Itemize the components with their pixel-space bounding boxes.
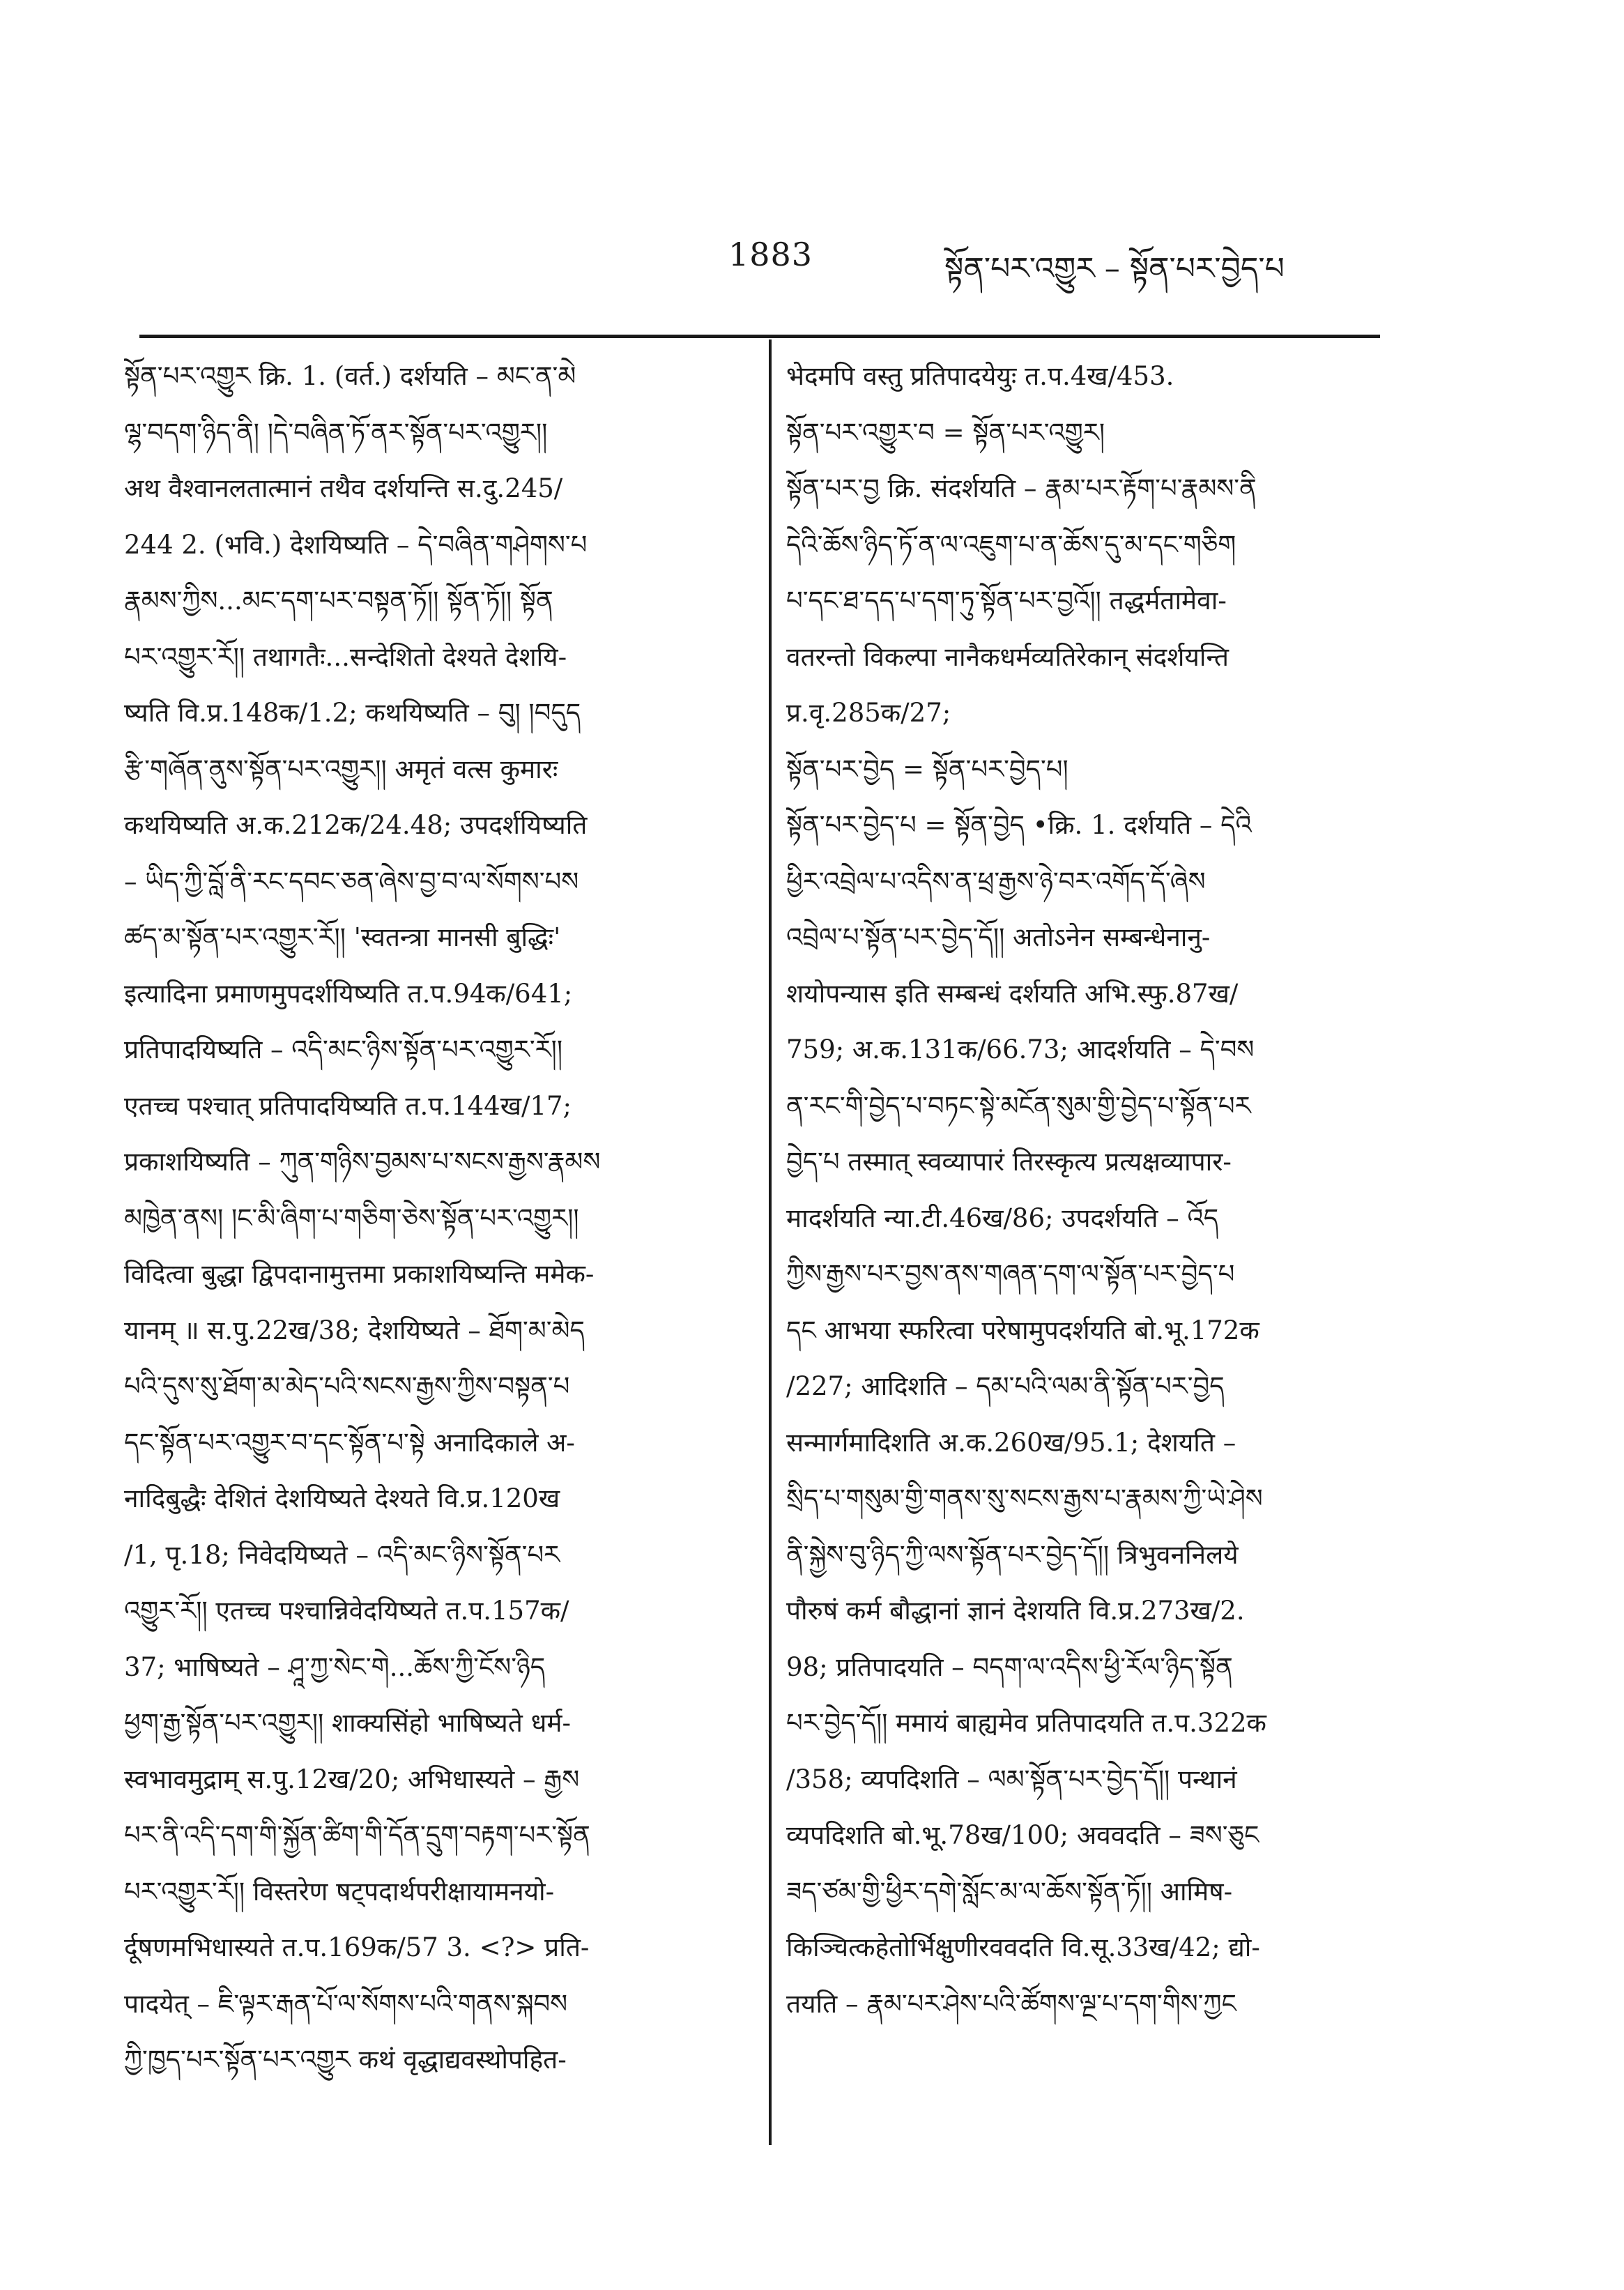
text-line: भेदमपि वस्तु प्रतिपादयेयुः त.प.4ख/453.: [786, 361, 1174, 391]
text-line: प्रकाशयिष्यति – ཀུན་གཉིས་བྱམས་པ་སངས་རྒྱས་རྣམས: [124, 1147, 601, 1177]
text-line: प्र.वृ.285क/27;: [786, 698, 951, 728]
right-column: [786, 349, 1379, 2032]
text-line: དེའི་ཆོས་ཉིད་ཏོ་ན་ལ་འཇུག་པ་ན་ཆོས་དུ་མ་དང་གཅིག: [786, 529, 1236, 560]
text-line: པར་འགྱུར་རོ།། तथागतैः...सन्देशितो देश्यते देशयि-: [124, 641, 567, 672]
text-line: པའི་དུས་སུ་ཐོག་མ་མེད་པའི་སངས་རྒྱས་ཀྱིས་བསྟན་པ: [124, 1371, 570, 1401]
text-line: नादिबुद्धैः देशितं देशयिष्यते देश्यते वि.प्र.120ख: [124, 1483, 560, 1513]
text-line: སྟོན་པར་བྱེད་པ = སྟོན་བྱེད •क्रि. 1. दर्शयति – དེའི: [786, 810, 1252, 840]
text-line: དང་སྟོན་པར་འགྱུར་བ་དང་སྟོན་པ་སྟེ अनादिकाले अ-: [124, 1427, 575, 1458]
text-line: तयति – རྣམ་པར་ཤེས་པའི་ཚོགས་ལྔ་པ་དག་གིས་ཀྱང: [786, 1988, 1236, 2019]
text-line: – ཡིད་ཀྱི་བློ་ནི་རང་དབང་ཅན་ཞེས་བྱ་བ་ལ་སོགས་པས: [124, 866, 579, 896]
header-rule: [139, 335, 1380, 338]
page-number: 1883: [728, 236, 813, 273]
text-line: སྟོན་པར་བྱེད = སྟོན་པར་བྱེད་པ།: [786, 754, 1068, 784]
text-line: པར་འགྱུར་རོ།། विस्तरेण षट्पदार्थपरीक्षायामनयो-: [124, 1876, 555, 1907]
text-line: किञ्चित्कहेतोर्भिक्षुणीरववदति वि.सू.33ख/42; द्यो-: [786, 1932, 1260, 1962]
text-line: སྟོན་པར་འགྱུར་བ = སྟོན་པར་འགྱུར།: [786, 417, 1105, 448]
text-line: རྩི་གཞོན་ནུས་སྟོན་པར་འགྱུར།། अमृतं वत्स कुमारः: [124, 754, 558, 784]
text-line: पादयेत् – ཇི་ལྟར་རྒན་པོ་ལ་སོགས་པའི་གནས་སྐབས: [124, 1988, 568, 2019]
text-line: ཕྱིར་འབྲེལ་པ་འདིས་ན་ཕྲ་རྒྱས་ཉེ་བར་འགོད་དོ་ཞེས: [786, 866, 1206, 896]
left-column: [124, 349, 753, 2089]
text-line: प्रतिपादयिष्यति – འདི་མང་ཉིས་སྟོན་པར་འགྱུར་རོ།།: [124, 1035, 563, 1064]
text-line: /358; व्यपदिशति – ལམ་སྟོན་པར་བྱེད་དོ།། पन्थानं: [786, 1764, 1237, 1794]
text-line: अथ वैश्वानलतात्मानं तथैव दर्शयन्ति स.दु.245/: [124, 473, 563, 503]
text-line: यानम् ॥ स.पु.22ख/38; देशयिष्यते – ཐོག་མ་མེད: [124, 1315, 585, 1345]
text-line: व्यपदिशति बो.भू.78ख/100; अववदति – ཟས་ཅུང: [786, 1820, 1259, 1850]
text-line: སྟོན་པར་འགྱུར क्रि. 1. (वर्त.) दर्शयति – མང་ན་མེ: [124, 361, 576, 391]
text-line: 244 2. (भवि.) देशयिष्यति – དེ་བཞིན་གཤེགས་པ: [124, 529, 588, 560]
text-line: ལྷ་བདག་ཉིད་ནི། །དེ་བཞིན་ཏོ་ནར་སྟོན་པར་འགྱུར།།: [124, 417, 548, 448]
text-line: པར་ནི་འདི་དག་གི་སྐྱོན་ཚིག་གི་དོན་དྲུག་བརྟག་པར་སྟོན: [124, 1820, 590, 1850]
text-line: ཀྱི་ཁྱད་པར་སྟོན་པར་འགྱུར कथं वृद्धाद्यवस्थोपहित-: [124, 2045, 567, 2075]
text-line: 759; अ.क.131क/66.73; आदर्शयति – དེ་བས: [786, 1035, 1255, 1064]
text-line: འགྱུར་རོ།། एतच्च पश्चान्निवेदयिष्यते त.प.157क/: [124, 1596, 569, 1626]
text-line: དང आभया स्फरित्वा परेषामुपदर्शयति बो.भू.172क: [786, 1315, 1259, 1345]
text-line: एतच्च पश्चात् प्रतिपादयिष्यति त.प.144ख/17;: [124, 1090, 572, 1121]
text-line: सन्मार्गमादिशति अ.क.260ख/95.1; देशयति –: [786, 1427, 1236, 1458]
text-line: विदित्वा बुद्धा द्विपदानामुत्तमा प्रकाशयिष्यन्ति ममेक-: [124, 1259, 595, 1289]
text-line: शयोपन्यास इति सम्बन्धं दर्शयति अभि.स्फु.87ख/: [786, 978, 1239, 1009]
text-line: स्वभावमुद्राम् स.पु.12ख/20; अभिधास्यते – རྒྱས: [124, 1764, 580, 1794]
text-line: 37; भाषिष्यते – ཤཱ་ཀྱ་སེང་གེ...ཆོས་ཀྱི་ངོས་ཉིད: [124, 1651, 546, 1682]
text-line: पौरुषं कर्म बौद्धानां ज्ञानं देशयति वि.प्र.273ख/2.: [786, 1596, 1245, 1626]
text-line: ष्यति वि.प्र.148क/1.2; कथयिष्यति – བུ། །བདུད: [124, 698, 581, 728]
text-line: 98; प्रतिपादयति – བདག་ལ་འདིས་ཕྱི་རོལ་ཉིད་སྟོན: [786, 1651, 1233, 1682]
text-line: སྟོན་པར་བྱ क्रि. संदर्शयति – རྣམ་པར་རྟོག་པ་རྣམས་ནི: [786, 473, 1257, 503]
text-line: པ་དང་ཐ་དད་པ་དག་ཏུ་སྟོན་པར་བྱའོ།། तद्धर्मतामेवा-: [786, 586, 1227, 616]
text-line: བྱེད་པ तस्मात् स्वव्यापारं तिरस्कृत्य प्रत्यक्षव्यापार-: [786, 1147, 1232, 1177]
text-line: ཕྱག་རྒྱ་སྟོན་པར་འགྱུར།། शाक्यसिंहो भाषिष्यते धर्म-: [124, 1708, 571, 1738]
text-line: इत्यादिना प्रमाणमुपदर्शयिष्यति त.प.94क/641;: [124, 978, 573, 1009]
text-line: /1, पृ.18; निवेदयिष्यते – འདི་མང་ཉིས་སྟོན་པར: [124, 1539, 560, 1570]
text-line: འབྲེལ་པ་སྟོན་པར་བྱེད་དོ།། अतोऽनेन सम्बन्धेनानु-: [786, 922, 1211, 952]
text-line: ན་རང་གི་བྱེད་པ་བཏང་སྟེ་མངོན་སུམ་གྱི་བྱེད་པ་སྟོན་པར: [786, 1090, 1251, 1121]
text-line: कथयिष्यति अ.क.212क/24.48; उपदर्शयिष्यति: [124, 810, 588, 840]
text-line: ཟད་ཙམ་གྱི་ཕྱིར་དགེ་སློང་མ་ལ་ཆོས་སྟོན་ཏོ།། आमिष-: [786, 1876, 1233, 1907]
text-line: ཚད་མ་སྟོན་པར་འགྱུར་རོ།། 'स्वतन्त्रा मानसी बुद्धिः': [124, 922, 561, 952]
text-line: ཀྱིས་རྒྱས་པར་བྱས་ནས་གཞན་དག་ལ་སྟོན་པར་བྱེད་པ: [786, 1259, 1235, 1289]
text-line: མཁྱེན་ནས། །ང་མི་ཞིག་པ་གཅིག་ཅེས་སྟོན་པར་འགྱུར།།: [124, 1203, 579, 1233]
text-line: རྣམས་ཀྱིས...མང་དག་པར་བསྟན་ཏོ།། སྟོན་ཏོ།། སྟོན: [124, 586, 553, 616]
text-line: ནི་སྐྱེས་བུ་ཉིད་ཀྱི་ལས་སྟོན་པར་བྱེད་དོ།། त्रिभुवननिलये: [786, 1539, 1239, 1570]
text-line: वतरन्तो विकल्पा नानैकधर्मव्यतिरेकान् संदर्शयन्ति: [786, 641, 1229, 672]
text-line: र्दूषणमभिधास्यते त.प.169क/57 3. <?> प्रति-: [124, 1932, 590, 1962]
text-line: मादर्शयति न्या.टी.46ख/86; उपदर्शयति – འོད: [786, 1203, 1219, 1233]
text-line: /227; आदिशति – དམ་པའི་ལམ་ནི་སྟོན་པར་བྱེད: [786, 1371, 1225, 1401]
text-line: སྲིད་པ་གསུམ་གྱི་གནས་སུ་སངས་རྒྱས་པ་རྣམས་ཀྱི་ཡེ་ཤེས: [786, 1483, 1263, 1513]
running-head: སྟོན་པར་འགྱུར – སྟོན་པར་བྱེད་པ: [944, 251, 1285, 287]
column-divider: [769, 339, 772, 2145]
text-line: པར་བྱེད་དོ།། ममायं बाह्यमेव प्रतिपादयति त.प.322क: [786, 1708, 1266, 1738]
